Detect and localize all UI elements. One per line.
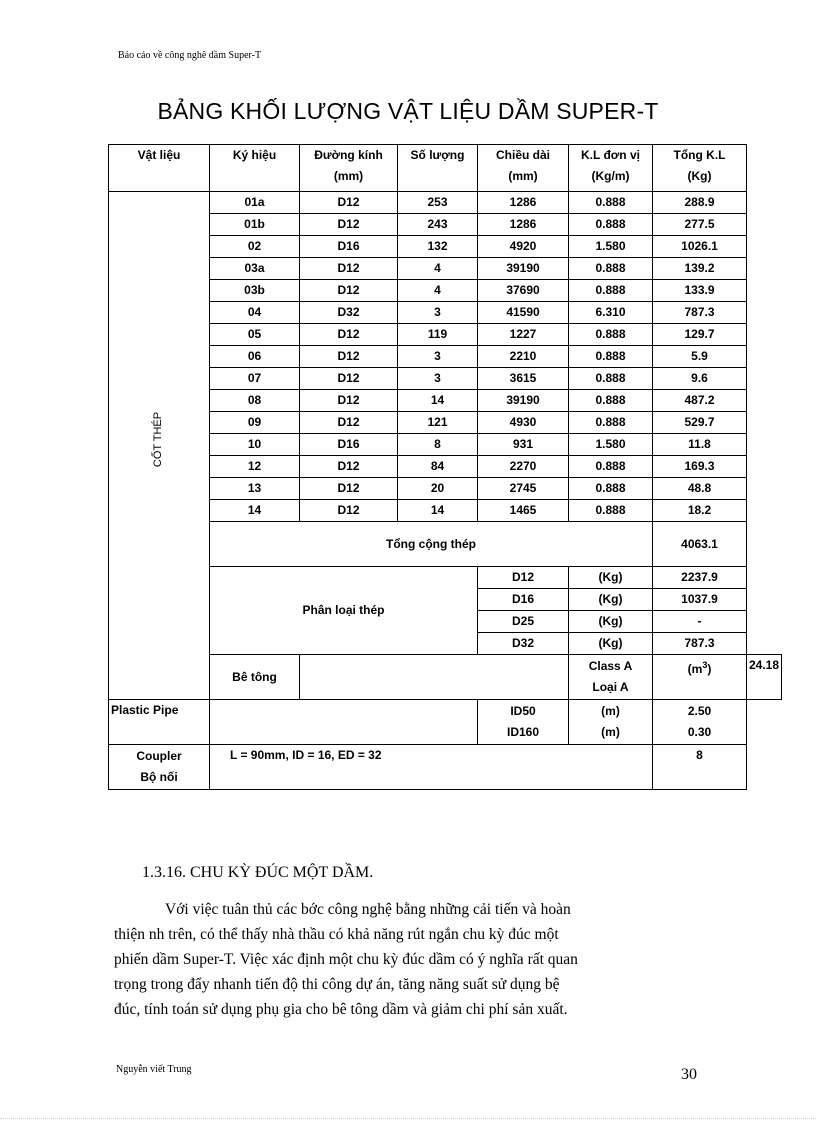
pipe-unit	[569, 700, 653, 745]
steel-row	[109, 478, 782, 500]
paragraph-line: Với việc tuân thủ các bớc công nghệ bằng những cải tiến và hoàn	[165, 901, 571, 918]
cell-code: 08	[210, 390, 300, 412]
class-value: 787.3	[653, 633, 747, 655]
cell-quantity: 121	[398, 412, 478, 434]
cell-unit-weight: 0.888	[569, 412, 653, 434]
cell-length: 1465	[478, 500, 569, 522]
section-heading: 1.3.16. CHU KỲ ĐÚC MỘT DẦM.	[142, 864, 374, 881]
class-unit: (Kg)	[569, 611, 653, 633]
class-value: 2237.9	[653, 567, 747, 589]
cell-total-weight: 169.3	[653, 456, 747, 478]
cell-code: 13	[210, 478, 300, 500]
cell-diameter: D12	[300, 214, 398, 236]
running-header: Báo cáo về công nghê dầm Super-T	[118, 50, 262, 61]
page-bottom-rule	[0, 1118, 816, 1119]
cell-code: 14	[210, 500, 300, 522]
steel-row	[109, 390, 782, 412]
cell-diameter: D12	[300, 192, 398, 214]
header-length: Chiều dài (mm)	[478, 145, 569, 192]
steel-row	[109, 214, 782, 236]
steel-row	[109, 280, 782, 302]
coupler-value: 8	[653, 745, 747, 790]
cell-total-weight: 529.7	[653, 412, 747, 434]
cell-total-weight: 48.8	[653, 478, 747, 500]
paragraph-line: thiện nh trên, có thể thấy nhà thầu có khả năng rút ngắn chu kỳ đúc một	[114, 926, 559, 943]
concrete-class	[569, 655, 653, 700]
total-steel-value: 4063.1	[653, 522, 747, 567]
concrete-label: Bê tông	[210, 655, 300, 700]
steel-group-cell	[109, 192, 210, 700]
steel-row	[109, 434, 782, 456]
cell-diameter: D12	[300, 258, 398, 280]
cell-total-weight: 139.2	[653, 258, 747, 280]
cell-unit-weight: 0.888	[569, 214, 653, 236]
cell-unit-weight: 0.888	[569, 280, 653, 302]
cell-length: 2270	[478, 456, 569, 478]
concrete-class-b: Loại A	[592, 680, 629, 694]
cell-quantity: 84	[398, 456, 478, 478]
class-value: -	[653, 611, 747, 633]
steel-row	[109, 368, 782, 390]
cell-unit-weight: 0.888	[569, 390, 653, 412]
cell-quantity: 4	[398, 280, 478, 302]
cell-total-weight: 18.2	[653, 500, 747, 522]
cell-length: 1286	[478, 192, 569, 214]
coupler-row	[109, 745, 782, 790]
pipe-name	[478, 700, 569, 745]
table-header-row	[109, 145, 782, 192]
steel-row	[109, 258, 782, 280]
cell-length: 1227	[478, 324, 569, 346]
header-total-weight: Tổng K.L (Kg)	[653, 145, 747, 192]
cell-unit-weight: 0.888	[569, 368, 653, 390]
concrete-unit-text: (m	[687, 662, 703, 676]
cell-unit-weight: 0.888	[569, 478, 653, 500]
cell-total-weight: 129.7	[653, 324, 747, 346]
cell-length: 2745	[478, 478, 569, 500]
cell-unit-weight: 0.888	[569, 258, 653, 280]
cell-quantity: 119	[398, 324, 478, 346]
class-value: 1037.9	[653, 589, 747, 611]
cell-quantity: 14	[398, 500, 478, 522]
concrete-value: 24.18	[747, 655, 782, 700]
steel-row	[109, 500, 782, 522]
cell-code: 01a	[210, 192, 300, 214]
cell-total-weight: 487.2	[653, 390, 747, 412]
cell-diameter: D12	[300, 324, 398, 346]
cell-length: 4930	[478, 412, 569, 434]
pipe-blank	[210, 700, 478, 745]
concrete-unit	[653, 655, 747, 700]
pipe-name-item: ID160	[506, 725, 540, 739]
cell-total-weight: 277.5	[653, 214, 747, 236]
cell-length: 39190	[478, 258, 569, 280]
pipe-unit-item: (m)	[601, 725, 620, 739]
cell-diameter: D16	[300, 434, 398, 456]
cell-total-weight: 9.6	[653, 368, 747, 390]
total-steel-row	[109, 522, 782, 567]
steel-row	[109, 236, 782, 258]
cell-quantity: 20	[398, 478, 478, 500]
pipe-row	[109, 700, 782, 745]
class-unit: (Kg)	[569, 633, 653, 655]
steel-row	[109, 346, 782, 368]
cell-unit-weight: 0.888	[569, 324, 653, 346]
cell-code: 10	[210, 434, 300, 456]
cell-unit-weight: 0.888	[569, 192, 653, 214]
cell-length: 4920	[478, 236, 569, 258]
concrete-unit-sup: 3	[702, 660, 708, 670]
pipe-value-item: 0.30	[687, 725, 712, 739]
cell-total-weight: 787.3	[653, 302, 747, 324]
pipe-label: Plastic Pipe	[109, 700, 210, 745]
cell-length: 3615	[478, 368, 569, 390]
concrete-row	[109, 655, 782, 700]
steel-class-row	[109, 567, 782, 589]
header-material: Vật liệu	[109, 145, 210, 192]
header-diameter: Đường kính (mm)	[300, 145, 398, 192]
page-number: 30	[681, 1066, 697, 1083]
header-quantity: Số lượng	[398, 145, 478, 192]
cell-unit-weight: 0.888	[569, 346, 653, 368]
paragraph-line: trọng trong đẩy nhanh tiến độ thi công dự án, tăng năng suất sử dụng bệ	[114, 976, 560, 993]
class-diameter: D32	[478, 633, 569, 655]
cell-length: 2210	[478, 346, 569, 368]
cell-unit-weight: 0.888	[569, 456, 653, 478]
cell-code: 01b	[210, 214, 300, 236]
material-table	[108, 144, 782, 790]
cell-total-weight: 5.9	[653, 346, 747, 368]
cell-length: 931	[478, 434, 569, 456]
cell-diameter: D12	[300, 390, 398, 412]
coupler-label	[109, 745, 210, 790]
cell-code: 07	[210, 368, 300, 390]
cell-unit-weight: 1.580	[569, 236, 653, 258]
cell-diameter: D12	[300, 368, 398, 390]
cell-diameter: D12	[300, 456, 398, 478]
pipe-unit-item: (m)	[601, 704, 620, 718]
cell-quantity: 8	[398, 434, 478, 456]
pipe-value	[653, 700, 747, 745]
cell-unit-weight: 0.888	[569, 500, 653, 522]
cell-diameter: D12	[300, 500, 398, 522]
cell-quantity: 132	[398, 236, 478, 258]
cell-code: 09	[210, 412, 300, 434]
table-title: BẢNG KHỐI LƯỢNG VẬT LIỆU DẦM SUPER-T	[157, 98, 659, 124]
cell-unit-weight: 1.580	[569, 434, 653, 456]
cell-quantity: 4	[398, 258, 478, 280]
concrete-unit-end: )	[707, 662, 712, 676]
cell-code: 02	[210, 236, 300, 258]
cell-code: 03a	[210, 258, 300, 280]
concrete-blank	[300, 655, 569, 700]
cell-total-weight: 133.9	[653, 280, 747, 302]
footer-author: Nguyễn viết Trung	[116, 1064, 192, 1075]
class-unit: (Kg)	[569, 567, 653, 589]
cell-diameter: D12	[300, 412, 398, 434]
cell-quantity: 253	[398, 192, 478, 214]
class-diameter: D12	[478, 567, 569, 589]
steel-group-label: CỐT THÉP	[152, 411, 165, 468]
cell-quantity: 3	[398, 302, 478, 324]
total-steel-label: Tổng cộng thép	[210, 522, 653, 567]
cell-code: 06	[210, 346, 300, 368]
header-code: Ký hiệu	[210, 145, 300, 192]
paragraph-line: đúc, tính toán sử dụng phụ gia cho bê tông dầm và giảm chi phí sản xuất.	[114, 1001, 568, 1018]
cell-diameter: D32	[300, 302, 398, 324]
cell-quantity: 3	[398, 346, 478, 368]
cell-diameter: D12	[300, 280, 398, 302]
cell-length: 37690	[478, 280, 569, 302]
cell-length: 39190	[478, 390, 569, 412]
steel-row	[109, 302, 782, 324]
cell-diameter: D12	[300, 346, 398, 368]
steel-row	[109, 412, 782, 434]
cell-diameter: D16	[300, 236, 398, 258]
cell-code: 05	[210, 324, 300, 346]
cell-unit-weight: 6.310	[569, 302, 653, 324]
pipe-value-item: 2.50	[687, 704, 712, 718]
cell-quantity: 3	[398, 368, 478, 390]
cell-code: 04	[210, 302, 300, 324]
cell-quantity: 14	[398, 390, 478, 412]
cell-total-weight: 11.8	[653, 434, 747, 456]
cell-diameter: D12	[300, 478, 398, 500]
cell-quantity: 243	[398, 214, 478, 236]
steel-row	[109, 192, 782, 214]
cell-total-weight: 1026.1	[653, 236, 747, 258]
cell-total-weight: 288.9	[653, 192, 747, 214]
cell-code: 12	[210, 456, 300, 478]
pipe-name-item: ID50	[510, 704, 536, 718]
concrete-class-a: Class A	[588, 659, 633, 673]
coupler-label-b: Bộ nối	[140, 770, 178, 784]
cell-length: 41590	[478, 302, 569, 324]
cell-length: 1286	[478, 214, 569, 236]
coupler-label-a: Coupler	[136, 749, 182, 763]
steel-row	[109, 456, 782, 478]
coupler-spec: L = 90mm, ID = 16, ED = 32	[210, 745, 653, 790]
paragraph-line: phiến dầm Super-T. Việc xác định một chu kỳ đúc dầm có ý nghĩa rất quan	[114, 951, 578, 968]
class-unit: (Kg)	[569, 589, 653, 611]
class-diameter: D25	[478, 611, 569, 633]
header-unit-weight: K.L đơn vị (Kg/m)	[569, 145, 653, 192]
steel-class-label: Phân loại thép	[210, 567, 478, 655]
steel-row	[109, 324, 782, 346]
class-diameter: D16	[478, 589, 569, 611]
cell-code: 03b	[210, 280, 300, 302]
